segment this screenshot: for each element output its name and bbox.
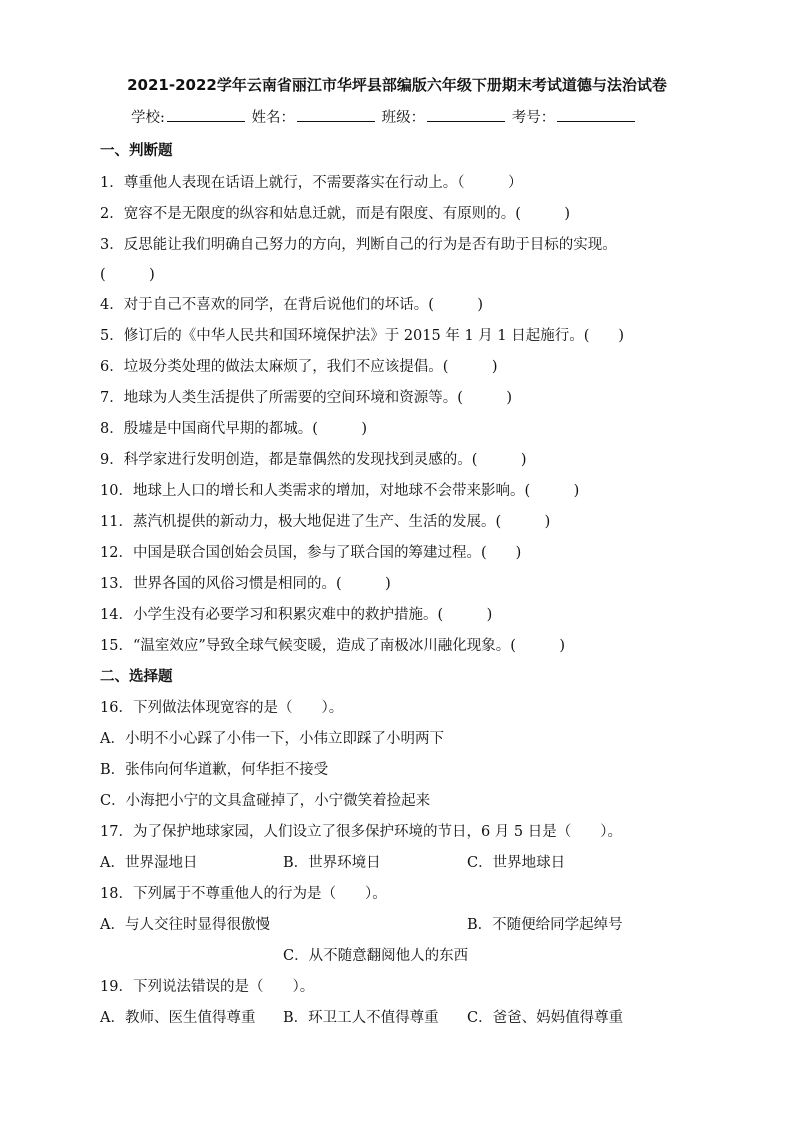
q19-option-a: A．教师、医生值得尊重 [100, 1010, 256, 1026]
judge-question: 9．科学家进行发明创造，都是靠偶然的发现找到灵感的。( ) [100, 452, 527, 468]
q18-option-b: B．不随便给同学起绰号 [467, 917, 623, 933]
judge-question: 1．尊重他人表现在话语上就行，不需要落实在行动上。（ ） [100, 175, 523, 191]
judge-question: 13．世界各国的风俗习惯是相同的。( ) [100, 576, 391, 592]
q17-option-b: B．世界环境日 [283, 855, 381, 871]
exam-title: 2021-2022学年云南省丽江市华坪县部编版六年级下册期末考试道德与法治试卷 [127, 76, 667, 94]
q17-option-a: A．世界湿地日 [100, 855, 198, 871]
class-label: 班级： [381, 110, 426, 126]
judge-question: 15．“温室效应”导致全球气候变暖，造成了南极冰川融化现象。( ) [100, 638, 566, 654]
q18-option-a: A．与人交往时显得很傲慢 [100, 917, 270, 933]
judge-question: 7．地球为人类生活提供了所需要的空间环境和资源等。( ) [100, 390, 513, 406]
student-info-row [131, 106, 637, 127]
number-blank [557, 107, 635, 122]
q19-option-c: C．爸爸、妈妈值得尊重 [467, 1010, 624, 1026]
q19-option-b: B．环卫工人不值得尊重 [283, 1010, 439, 1026]
q16-option-b: B．张伟向何华道歉，何华拒不接受 [100, 762, 329, 778]
school-label: 学校: [131, 110, 165, 126]
q17-option-c: C．世界地球日 [467, 855, 566, 871]
q17-stem: 17．为了保护地球家园，人们设立了很多保护环境的节日，6 月 5 日是（ ）。 [100, 824, 622, 840]
section-choice-heading: 二、选择题 [100, 669, 173, 685]
judge-question: 3．反思能让我们明确自己努力的方向，判断自己的行为是否有助于目标的实现。 [100, 237, 617, 253]
school-blank [167, 107, 245, 122]
judge-question: 14．小学生没有必要学习和积累灾难中的救护措施。( ) [100, 607, 493, 623]
section-judge-heading: 一、判断题 [100, 143, 173, 159]
q18-option-c: C．从不随意翻阅他人的东西 [283, 948, 469, 964]
judge-question: 11．蒸汽机提供的新动力，极大地促进了生产、生活的发展。( ) [100, 514, 551, 530]
name-blank [297, 107, 375, 122]
judge-question: 5．修订后的《中华人民共和国环境保护法》于 2015 年 1 月 1 日起施行。( ) [100, 328, 625, 344]
name-label: 姓名： [251, 110, 295, 126]
judge-question: 12．中国是联合国创始会员国，参与了联合国的筹建过程。( ) [100, 545, 522, 561]
q19-stem: 19．下列说法错误的是（ ）。 [100, 979, 315, 995]
judge-question: 6．垃圾分类处理的做法太麻烦了，我们不应该提倡。( ) [100, 359, 498, 375]
judge-question-continuation: ( ) [100, 267, 155, 283]
q16-option-a: A．小明不小心踩了小伟一下，小伟立即踩了小明两下 [100, 731, 444, 747]
q16-option-c: C．小海把小宁的文具盒碰掉了，小宁微笑着捡起来 [100, 793, 431, 809]
judge-question: 4．对于自己不喜欢的同学，在背后说他们的坏话。( ) [100, 297, 484, 313]
judge-question: 2．宽容不是无限度的纵容和姑息迁就，而是有限度、有原则的。( ) [100, 206, 571, 222]
q16-stem: 16．下列做法体现宽容的是（ ）。 [100, 700, 344, 716]
judge-question: 10．地球上人口的增长和人类需求的增加，对地球不会带来影响。( ) [100, 483, 580, 499]
q18-stem: 18．下列属于不尊重他人的行为是（ ）。 [100, 886, 387, 902]
class-blank [427, 107, 505, 122]
number-label: 考号： [511, 110, 556, 126]
judge-question: 8．殷墟是中国商代早期的都城。( ) [100, 421, 368, 437]
